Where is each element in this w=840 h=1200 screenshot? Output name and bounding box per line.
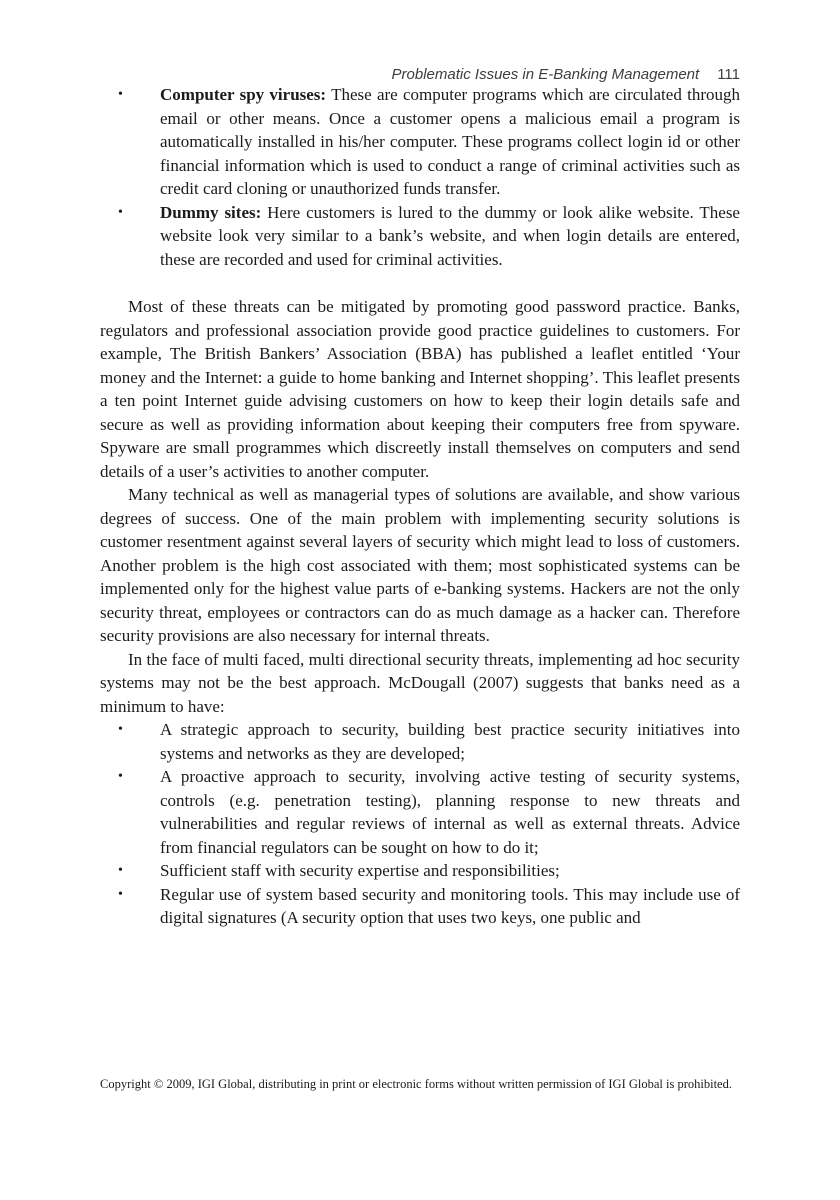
bullet-icon: • xyxy=(118,204,123,220)
paragraph: In the face of multi faced, multi directional security threats, implementing ad hoc security systems may not be the best approach. McDougall (2007) suggests that banks need as a minimum to have: xyxy=(100,649,740,716)
list-item xyxy=(100,765,740,859)
threat-text: Here customers is lured to the dummy or look alike website. These website look very similar to a bank’s website, and when login details are entered, these are recorded and used for criminal activities. xyxy=(160,202,740,269)
page-number: 111 xyxy=(717,66,740,83)
bullet-icon: • xyxy=(118,722,123,737)
requirement-text: Sufficient staff with security expertise and responsibilities; xyxy=(160,861,560,880)
list-item xyxy=(100,718,740,765)
bullet-icon: • xyxy=(118,769,123,784)
threat-term: Dummy sites: xyxy=(160,202,262,222)
bullet-icon: • xyxy=(118,863,123,878)
requirement-text: A proactive approach to security, involving active testing of security systems, controls (e.g. penetration testing), planning response to new threats and vulnerabilities and regular reviews of internal as well as external threats. Advice from financial regulators can be sought on how to do it; xyxy=(160,767,740,857)
threats-list xyxy=(100,83,740,271)
requirement-text: Regular use of system based security and monitoring tools. This may include use of digital signatures (A security option that uses two keys, one public and xyxy=(160,884,740,927)
bullet-icon: • xyxy=(118,87,123,102)
minimum-requirements-list xyxy=(100,718,740,930)
list-item xyxy=(100,883,740,930)
threat-text: These are computer programs which are circulated through email or other means. Once a customer opens a malicious email a program is automatically installed in his/her computer. These programs collect login id or other financial information which is used to conduct a range of criminal activities such as credit card cloning or unauthorized funds transfer. xyxy=(160,85,740,198)
list-item xyxy=(100,859,740,883)
page-content xyxy=(100,0,740,930)
page-header xyxy=(100,66,740,83)
copyright-notice: Copyright © 2009, IGI Global, distributing in print or electronic forms without written permission of IGI Global is prohibited. xyxy=(100,1077,732,1091)
body-paragraphs xyxy=(100,295,740,718)
bullet-icon: • xyxy=(118,886,123,902)
paragraph: Many technical as well as managerial types of solutions are available, and show various degrees of success. One of the main problem with implementing security solutions is customer resentment against several layers of security which might lead to loss of customers. Another problem is the high cost associated with them; most sophisticated systems can be implemented only for the highest value parts of e-banking systems. Hackers are not the only security threat, employees or contractors can do as much damage as a hacker can. Therefore security provisions are also necessary for internal threats. xyxy=(100,485,740,645)
list-item xyxy=(100,201,740,272)
running-title: Problematic Issues in E-Banking Management xyxy=(391,66,700,83)
threat-term: Computer spy viruses: xyxy=(160,85,327,104)
list-item xyxy=(100,83,740,201)
requirement-text: A strategic approach to security, building best practice security initiatives into systems and networks as they are developed; xyxy=(160,720,740,763)
paragraph: Most of these threats can be mitigated by promoting good password practice. Banks, regulators and professional association provide good practice guidelines to customers. For example, The British Bankers’ Association (BBA) has published a leaflet entitled ‘Your money and the Internet: a guide to home banking and Internet shopping’. This leaflet presents a ten point Internet guide advising customers on how to keep their login details safe and secure as well as providing information about keeping their computers free from spyware. Spyware are small programmes which discreetly install themselves on computers and send details of a user’s activities to another computer. xyxy=(100,297,740,481)
